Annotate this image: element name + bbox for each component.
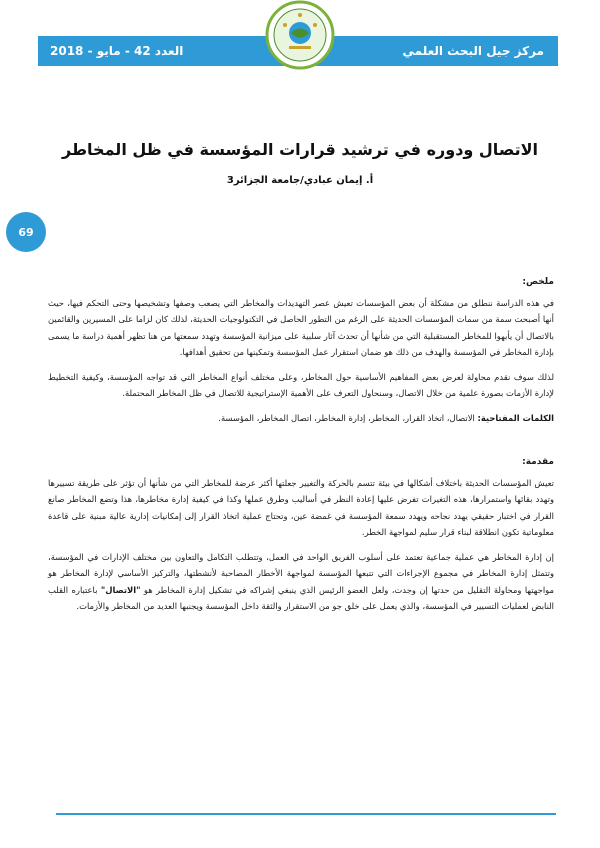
article-author: أ. إيمان عبادي/جامعة الجزائر3 bbox=[226, 175, 374, 186]
intro-paragraph-2-emphasis: "الاتصال" bbox=[100, 584, 141, 595]
intro-heading: مقدمة: bbox=[522, 457, 554, 467]
intro-paragraph-1: تعيش المؤسسات الحديثة باختلاف أشكالها في بيئة تتسم بالحركة والتغيير جعلتها أكثر عرضة للمخاطر التي من شأنها أن تؤثر على طريقة تسييرها وتهدد بقائها واستمرارها، هذه التغيرات تفرض عليها إعادة النظر في أساليب وطرق عملها وكذا في كيفية إدارة مخاطرها، هذا وتضع المخاطر صانع القرار في اختبار حقيقي يهدد نجاحه ويهدد سمعة المؤسسة في غمضة عين، وتحتاج عملية اتخاذ القرار إلى إمكانيات إدارية عالية مبنية على قاعدة معلوماتية تكون انطلاقة لبناء قرار سليم لمواجهة الخطر. bbox=[48, 477, 554, 537]
footer-divider bbox=[56, 813, 556, 815]
journal-logo bbox=[265, 0, 335, 70]
article-title: الاتصال ودوره في ترشيد قرارات المؤسسة في ظل المخاطر bbox=[62, 140, 538, 159]
abstract-heading: ملخص: bbox=[522, 277, 554, 287]
page-number-badge: 69 bbox=[6, 212, 46, 252]
keywords bbox=[48, 410, 554, 427]
article-body bbox=[48, 274, 554, 623]
intro-paragraph-2-end: باعتباره القلب النابض لعمليات التسيير في المؤسسة، والذي يعمل على خلق جو من الاستقرار والثقة داخل المؤسسة ويجنبها العديد من المخاطر والأزمات. bbox=[48, 584, 554, 611]
intro-paragraph-2 bbox=[48, 549, 554, 615]
intro-paragraph-2-start: إن إدارة المخاطر هي عملية جماعية تعتمد على أسلوب الفريق الواحد في العمل، وتتطلب التكامل والتعاون بين مختلف الإدارات في المؤسسة، وتتمثل إدارة المخاطر في مجموع الإجراءات التي تتبعها المؤسسة لمواجهة الأخطار المصاحبة لأنشطتها، والتركيز الأساسي لإدارة المخاطر هو مواجهتها ومحاولة التقليل من حدتها إن وجدت، ولعل العضو الرئيس الذي ينبغي إشراكه في تشكيل إدارة المخاطر هو bbox=[48, 551, 554, 595]
journal-name: مركز جيل البحث العلمي bbox=[402, 44, 544, 58]
abstract-paragraph-2: لذلك سوف نقدم محاولة لعرض بعض المفاهيم الأساسية حول المخاطر، وعلى مختلف أنواع المخاطر التي قد تواجه المؤسسة، وكيفية التخطيط لإدارة الأزمات بصورة علمية من خلال الاتصال، وسنحاول التعرف على الأهمية الإستراتيجية للاتصال في ظل المخاطر المحتملة. bbox=[48, 371, 554, 398]
abstract-paragraph-1: في هذه الدراسة ننطلق من مشكلة أن بعض المؤسسات تعيش عصر التهديدات والمخاطر التي يصعب وصفها وتشخيصها وحتى التحكم فيها، حيث أنها أصبحت سمة من سمات المؤسسات الحديثة على الرغم من التطور الحاصل في التكنولوجيات الحديثة، لذلك كان لزاما على المسيرين والقائمين بالاتصال أن يأبهوا للمخاطر المستقبلية التي من شأنها أن تحدث آثار سلبية على ميزانية المؤسسة وتهدد سمعتها من هنا تظهر أهمية دراسة ما يسمى بإدارة المخاطر في المؤسسة والهدف من ذلك هو ضمان استقرار عمل المؤسسة وتمكينها من تحقيق أهدافها. bbox=[48, 297, 554, 357]
issue-info: العدد 42 - مايو - 2018 bbox=[50, 44, 184, 58]
keywords-label: الكلمات المفتاحية: bbox=[477, 412, 554, 423]
keywords-list: الاتصال، اتخاذ القرار، المخاطر، إدارة المخاطر، اتصال المخاطر، المؤسسة. bbox=[218, 412, 478, 423]
